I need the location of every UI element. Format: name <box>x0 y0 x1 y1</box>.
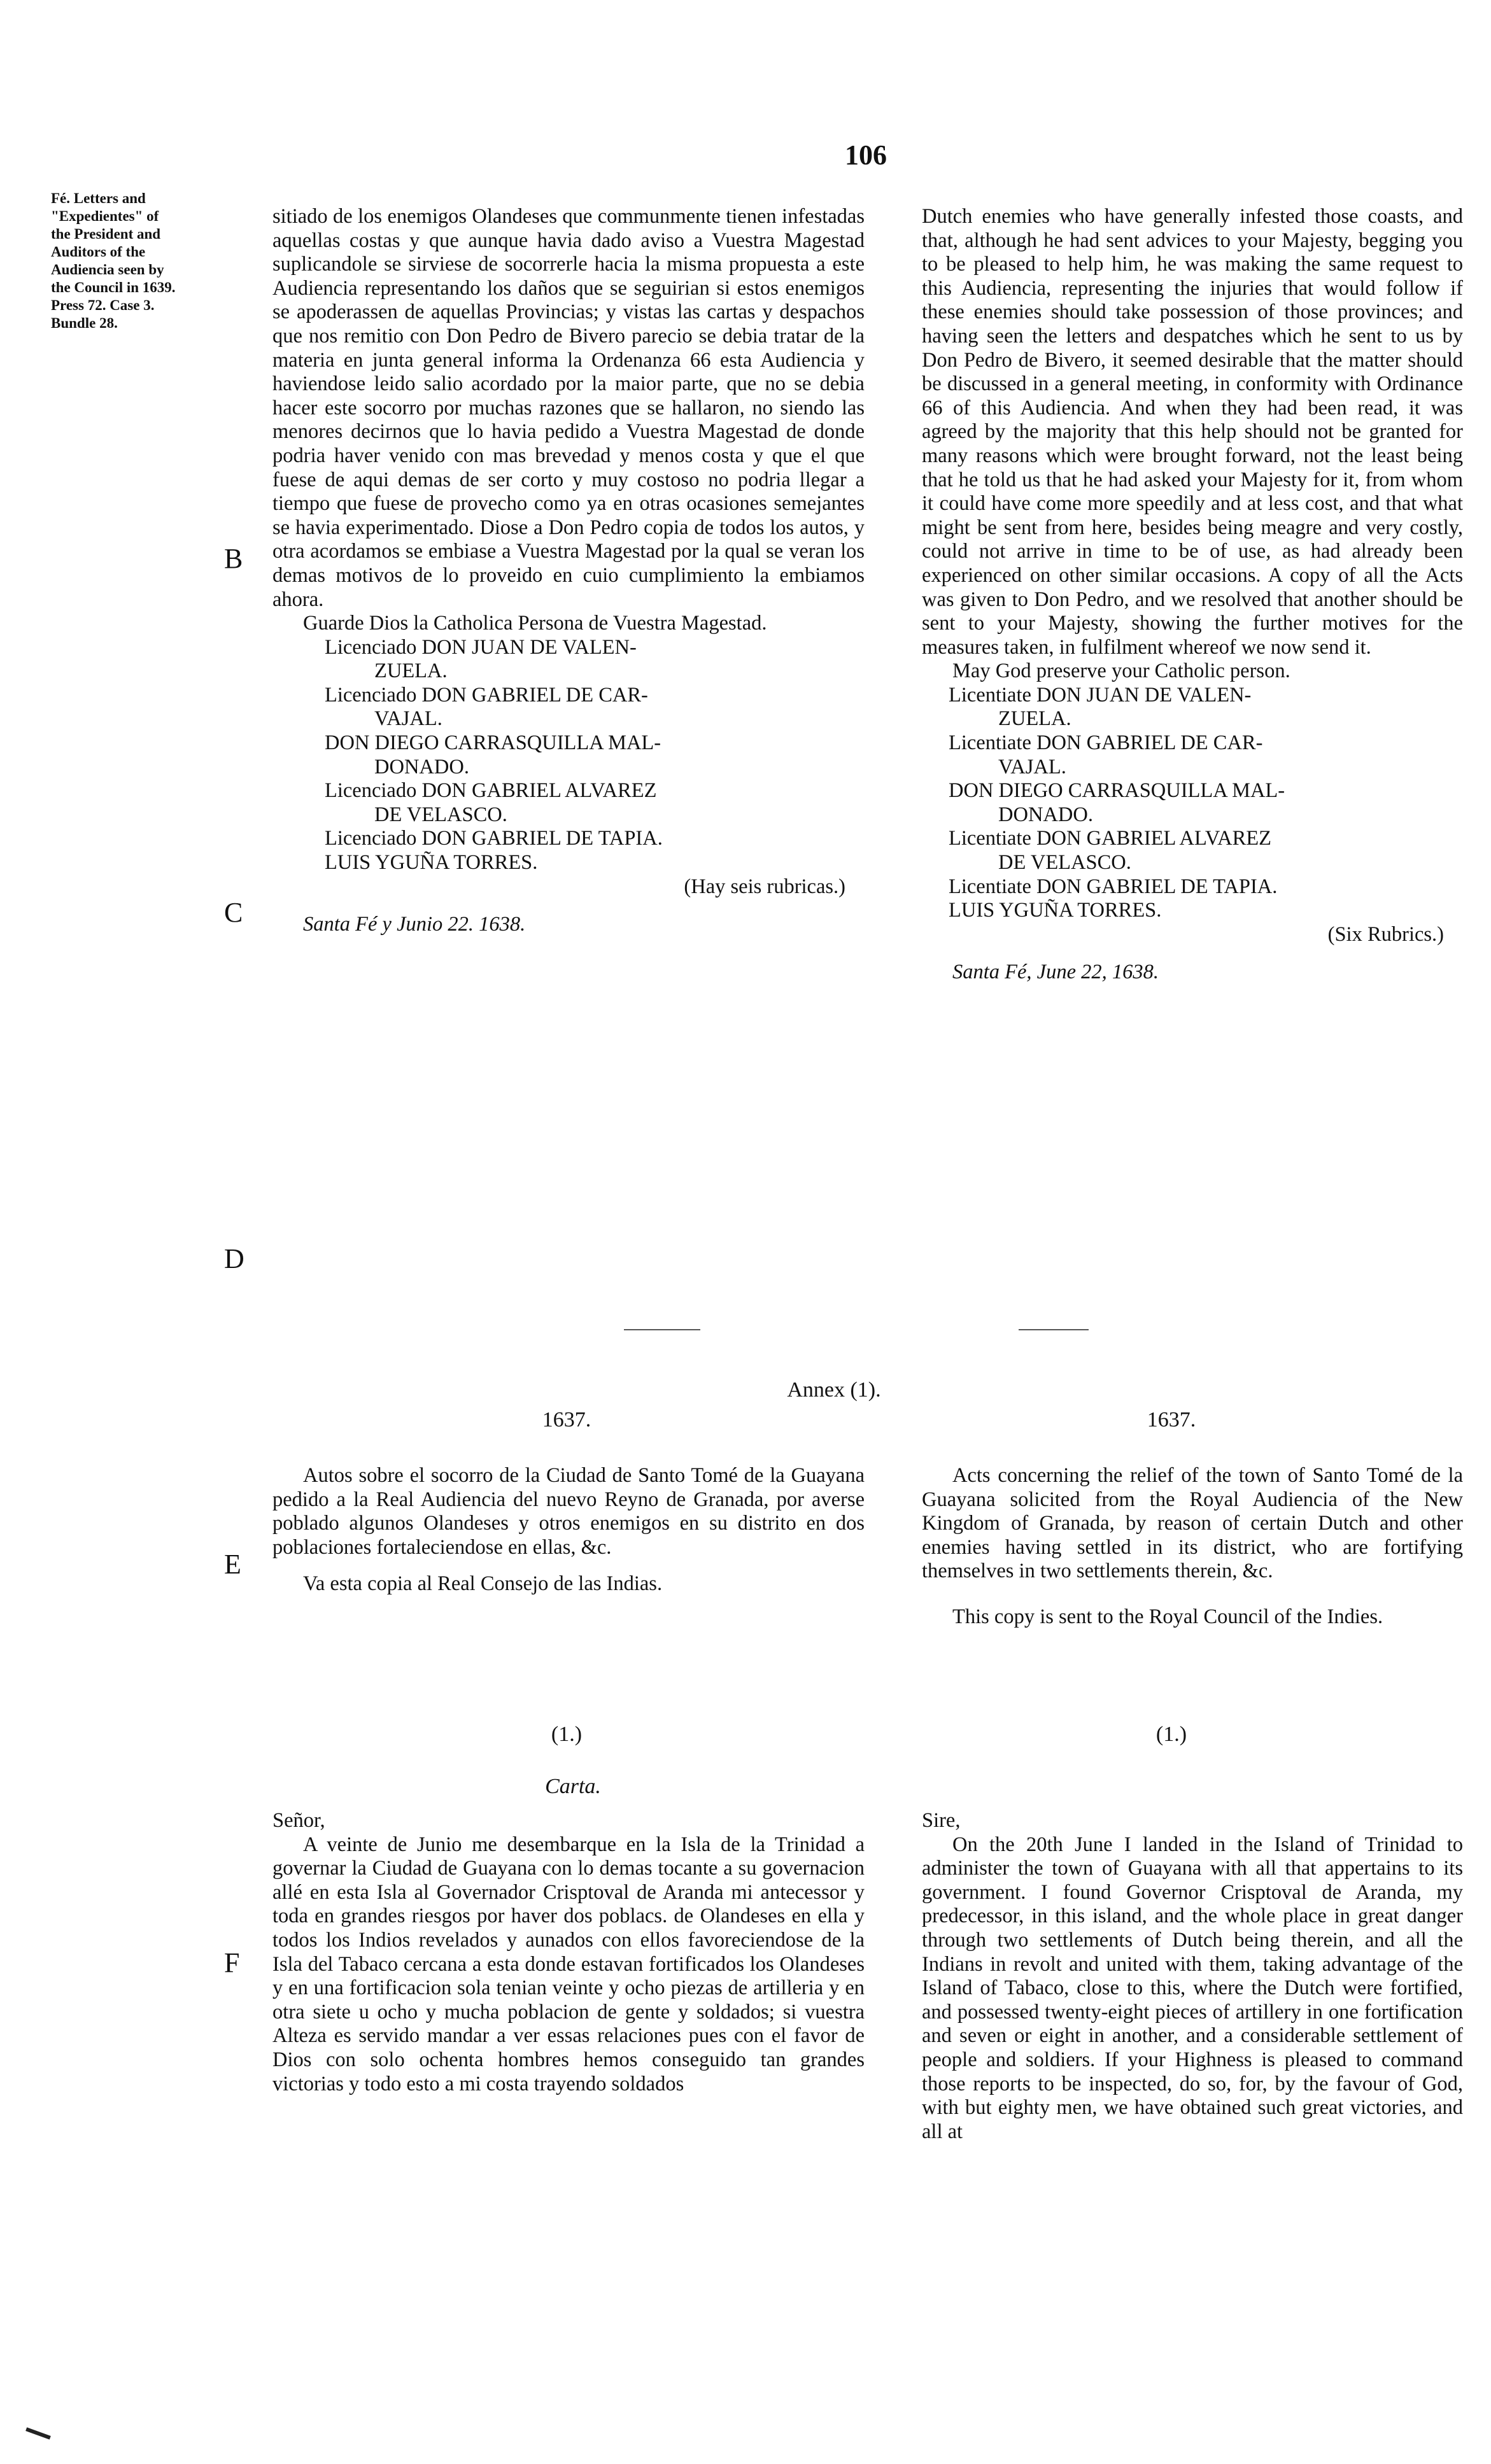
section-number-right: (1.) <box>1155 1722 1187 1746</box>
signature-line: VAJAL. <box>374 707 442 731</box>
annex-title-english <box>922 1464 1463 1630</box>
annex-year-left: 1637. <box>542 1408 591 1432</box>
margin-letter-d: D <box>224 1243 244 1274</box>
annex-copy-note: This copy is sent to the Royal Council of the Indies. <box>952 1605 1383 1628</box>
signature-line: Licentiate DON GABRIEL ALVAREZ <box>949 827 1272 850</box>
margin-note-line: Fé. Letters and <box>51 190 146 206</box>
annex-heading: Annex (1). <box>787 1378 881 1402</box>
signature-line: LUIS YGUÑA TORRES. <box>949 899 1162 922</box>
annex-year-right: 1637. <box>1147 1408 1196 1432</box>
english-closing: May God preserve your Catholic person. <box>952 659 1290 683</box>
section-divider <box>1019 1329 1089 1330</box>
letter-english <box>922 1809 1463 2144</box>
signature-line: DON DIEGO CARRASQUILLA MAL- <box>949 779 1285 803</box>
margin-note-line: Bundle 28. <box>51 315 118 331</box>
letter-date: Santa Fé, June 22, 1638. <box>952 961 1159 984</box>
signature-line: DONADO. <box>374 755 469 778</box>
signature-line: DE VELASCO. <box>374 803 507 826</box>
signature-line: Licentiate DON GABRIEL DE CAR- <box>949 731 1263 755</box>
spanish-closing: Guarde Dios la Catholica Persona de Vuestra Magestad. <box>303 612 767 635</box>
margin-letter-e: E <box>224 1549 241 1580</box>
scan-mark <box>25 2427 51 2439</box>
section-number-left: (1.) <box>551 1722 583 1746</box>
english-paragraph: Dutch enemies who have generally infested those coasts, and that, although he had sent advices to your Majesty, begging you to be pleased to help him, he was making the same request to this Audiencia, representing the injuries that would follow if these enemies should take possession of those provinces; and having seen the letters and despatches which he sent to us by Don Pedro de Bivero, it seemed desirable that the matter should be discussed in a general meeting, in conformity with Ordinance 66 of this Audiencia. And when they had been read, it was agreed by the majority that this help should not be granted for many reasons which were brought forward, not the least being that he told us that he had asked your Majesty for it, from whom it could have come more speedily and at less cost, and that what might be sent from here, besides being meagre and very costly, could not arrive in time to be of use, as had already been experienced on other similar occasions. A copy of all the Acts was given to Don Pedro, and we resolved that another should be sent to your Majesty, showing the further motives for the measures taken, in fulfilment whereof we now send it. <box>922 205 1463 659</box>
signature-line: Licentiate DON JUAN DE VALEN- <box>949 683 1252 707</box>
carta-heading: Carta. <box>545 1775 601 1798</box>
spanish-signatures <box>272 636 865 875</box>
margin-letter-b: B <box>224 543 243 574</box>
signature-line: Licenciado DON GABRIEL DE CAR- <box>325 683 648 707</box>
letter-date: Santa Fé y Junio 22. 1638. <box>303 913 526 936</box>
english-signatures <box>922 684 1463 923</box>
annex-title-text: Acts concerning the relief of the town of Santo Tomé de la Guayana solicited from the Royal Audiencia of the New Kingdom of Granada, by reason of certain Dutch and other enemies having settled in its district, who are fortifying themselves in two settlements therein, &c. <box>922 1464 1463 1583</box>
section-divider <box>624 1329 700 1330</box>
annex-copy-note: Va esta copia al Real Consejo de las Indias. <box>303 1572 663 1596</box>
signature-line: ZUELA. <box>998 707 1071 731</box>
annex-title-text: Autos sobre el socorro de la Ciudad de Santo Tomé de la Guayana pedido a la Real Audiencia del nuevo Reyno de Granada, por averse poblado algunos Olandeses y otros enemigos en su distrito en dos poblaciones fortaleciendose en ellas, &c. <box>272 1464 865 1559</box>
signature-line: DONADO. <box>998 803 1093 826</box>
margin-note-line: "Expedientes" of <box>51 208 159 224</box>
letter-spanish <box>272 1809 865 2096</box>
margin-note-line: Press 72. Case 3. <box>51 297 155 313</box>
margin-letter-c: C <box>224 897 243 928</box>
margin-note-line: Audiencia seen by <box>51 262 164 278</box>
margin-note-line: the President and <box>51 226 161 242</box>
upper-right-column <box>922 205 1463 985</box>
margin-letter-f: F <box>224 1947 240 1978</box>
signature-line: DE VELASCO. <box>998 851 1131 875</box>
signature-line: Licenciado DON GABRIEL DE TAPIA. <box>325 827 663 850</box>
annex-title-spanish <box>272 1464 865 1596</box>
margin-note-line: Auditors of the <box>51 244 146 260</box>
signature-line: Licenciado DON GABRIEL ALVAREZ <box>325 779 657 803</box>
signature-line: Licentiate DON GABRIEL DE TAPIA. <box>949 875 1278 898</box>
signature-line: ZUELA. <box>374 659 448 683</box>
signature-line: VAJAL. <box>998 755 1066 778</box>
rubricas-note: (Six Rubrics.) <box>1327 922 1444 946</box>
spanish-paragraph: sitiado de los enemigos Olandeses que communmente tienen infestadas aquellas costas y que aunque havia dado aviso a Vuestra Magestad suplicandole se sirviese de socorrerle hacia la misma propuesta a este Audiencia representando los daños que se seguirian si estos enemigos se apoderassen de aquellas Provincias; y vistas las cartas y despachos que nos remitio con Don Pedro de Bivero parecio se debia tratar de la materia en junta general informa la Ordenanza 66 esta Audiencia y haviendose leido salio acordado por la maior parte, que no se debia hacer este socorro por muchas razones que se hallaron, no siendo las menores decirnos que lo havia pedido a Vuestra Magestad de donde podria haver venido con mas brevedad y menos costa y que el que fuese de aqui demas de ser corto y muy costoso no podria llegar a tiempo que fuese de provecho como ya en otras ocasiones semejantes se havia experimentado. Diose a Don Pedro copia de todos los autos, y otra acordamos se embiase a Vuestra Magestad por la qual se veran los demas motivos de lo proveido en cuio cumplimiento la embiamos ahora. <box>272 205 865 611</box>
salutation: Señor, <box>272 1809 325 1832</box>
signature-line: DON DIEGO CARRASQUILLA MAL- <box>325 731 661 755</box>
page-number: 106 <box>845 139 887 171</box>
signature-line: Licenciado DON JUAN DE VALEN- <box>325 635 637 659</box>
rubricas-note: (Hay seis rubricas.) <box>684 875 845 898</box>
margin-note-line: the Council in 1639. <box>51 279 176 295</box>
letter-body: On the 20th June I landed in the Island of Trinidad to administer the town of Guayana with all that appertains to its government. I found Governor Crisptoval de Aranda, my predecessor, in this island, and the whole place in great danger through two settlements of Dutch being therein, and all the Indians in revolt and united with them, taking advantage of the Island of Tabaco, close to this, where the Dutch were fortified, and possessed twenty-eight pieces of artillery in one fortification and seven or eight in another, and a considerable settlement of people and soldiers. If your Highness is pleased to command those reports to be inspected, do so, for, by the favour of God, with but eighty men, we have obtained such great victories, and all at <box>922 1833 1463 2143</box>
salutation: Sire, <box>922 1809 961 1832</box>
upper-left-column <box>272 205 865 937</box>
signature-line: LUIS YGUÑA TORRES. <box>325 851 538 875</box>
margin-note <box>51 190 242 332</box>
letter-body: A veinte de Junio me desembarque en la Isla de la Trinidad a governar la Ciudad de Guayana con lo demas tocante a su governacion allé en esta Isla al Governador Crisptoval de Aranda mi antecessor y toda en grandes riesgos por haver dos poblacs. de Olandeses en ella y todos los Indios revelados y aunados con ellos favoreciendose de la Isla del Tabaco cercana a esta donde estavan fortificados los Olandeses y en una fortificacion sola tenian veinte y ocho piezas de artilleria y en otra siete u ocho y mucha poblacion de gente y soldados; si vuestra Alteza es servido mandar a ver essas relaciones pues con el favor de Dios con solo ochenta hombres hemos conseguido tan grandes victorias y todo esto a mi costa trayendo soldados <box>272 1833 865 2095</box>
